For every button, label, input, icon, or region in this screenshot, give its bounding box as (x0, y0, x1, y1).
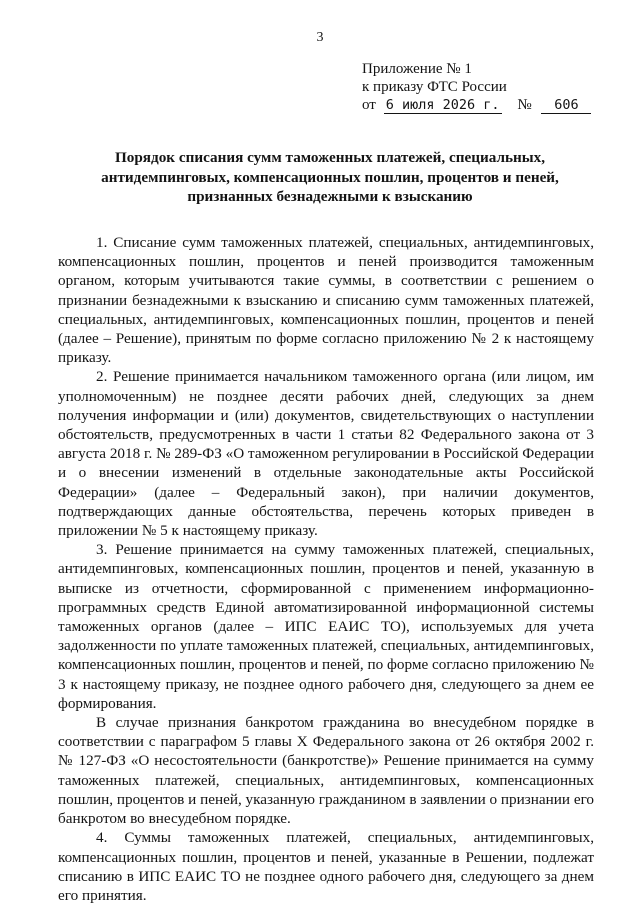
document-body (58, 233, 594, 905)
order-reference: к приказу ФТС России (362, 79, 507, 95)
paragraph-2: 2. Решение принимается начальником таможенного органа (или лицом, им уполномоченным) не позднее десяти рабочих дней, следующих за днем получения информации и (или) документов, свидетельствующих о наступлении обстоятельств, предусмотренных в части 1 статьи 82 Федерального закона от 3 августа 2018 г. № 289-ФЗ «О таможенном регулировании в Российской Федерации и о внесении изменений в отдельные законодательные акты Российской Федерации» (далее – Федеральный закон), при наличии документов, подтверждающих данные обстоятельства, перечень которых приведен в приложении № 5 к настоящему приказу. (58, 368, 595, 540)
number-label: № (517, 97, 532, 113)
from-label: от (362, 97, 376, 113)
appendix-title: Приложение № 1 (362, 61, 472, 77)
paragraph-3: 3. Решение принимается на сумму таможенных платежей, специальных, антидемпинговых, компенсационных пошлин, процентов и пеней, указанную в выписке из отчетности, сформированной с применением информационно-программных средств Единой автоматизированной информационной системы таможенных органов (далее – ИПС ЕАИС ТО), используемых для учета задолженности по уплате таможенных платежей, специальных, антидемпинговых, компенсационных пошлин, процентов и пеней, по форме согласно приложению № 3 к настоящему приказу, не позднее одного рабочего дня, следующего за днем ее формирования. (58, 541, 594, 712)
order-date: 6 июля 2026 г. (384, 98, 502, 114)
paragraph-4: 4. Суммы таможенных платежей, специальных, антидемпинговых, компенсационных пошлин, процентов и пеней, указанные в Решении, подлежат списанию в ИПС ЕАИС ТО не позднее одного рабочего дня, следующего за днем его принятия. (58, 829, 594, 904)
page-number: 3 (316, 30, 324, 45)
document-title: Порядок списания сумм таможенных платежей, специальных, антидемпинговых, компенсационных пошлин, процентов и пеней, признанных безнадежными к взысканию (101, 149, 559, 205)
appendix-header (362, 60, 591, 114)
paragraph-3-bankruptcy: В случае признания банкротом гражданина во внесудебном порядке в соответствии с параграфом 5 главы X Федерального закона от 26 октября 2002 г. № 127-ФЗ «О несостоятельности (банкротстве)» Решение принимается на сумму таможенных платежей, специальных, антидемпинговых, компенсационных пошлин, процентов и пеней, указанную гражданином в заявлении о признании его банкротом во внесудебном порядке. (58, 714, 595, 828)
order-number: 606 (541, 98, 591, 114)
paragraph-1: 1. Списание сумм таможенных платежей, специальных, антидемпинговых, компенсационных пошлин, процентов и пеней производится таможенным органом, которым учитываются такие суммы, в соответствии с решением о признании безнадежными к взысканию и списанию сумм таможенных платежей, специальных, антидемпинговых, компенсационных пошлин, процентов и пеней (далее – Решение), принятым по форме согласно приложению № 2 к настоящему приказу. (58, 234, 594, 367)
order-date-line (362, 96, 591, 114)
